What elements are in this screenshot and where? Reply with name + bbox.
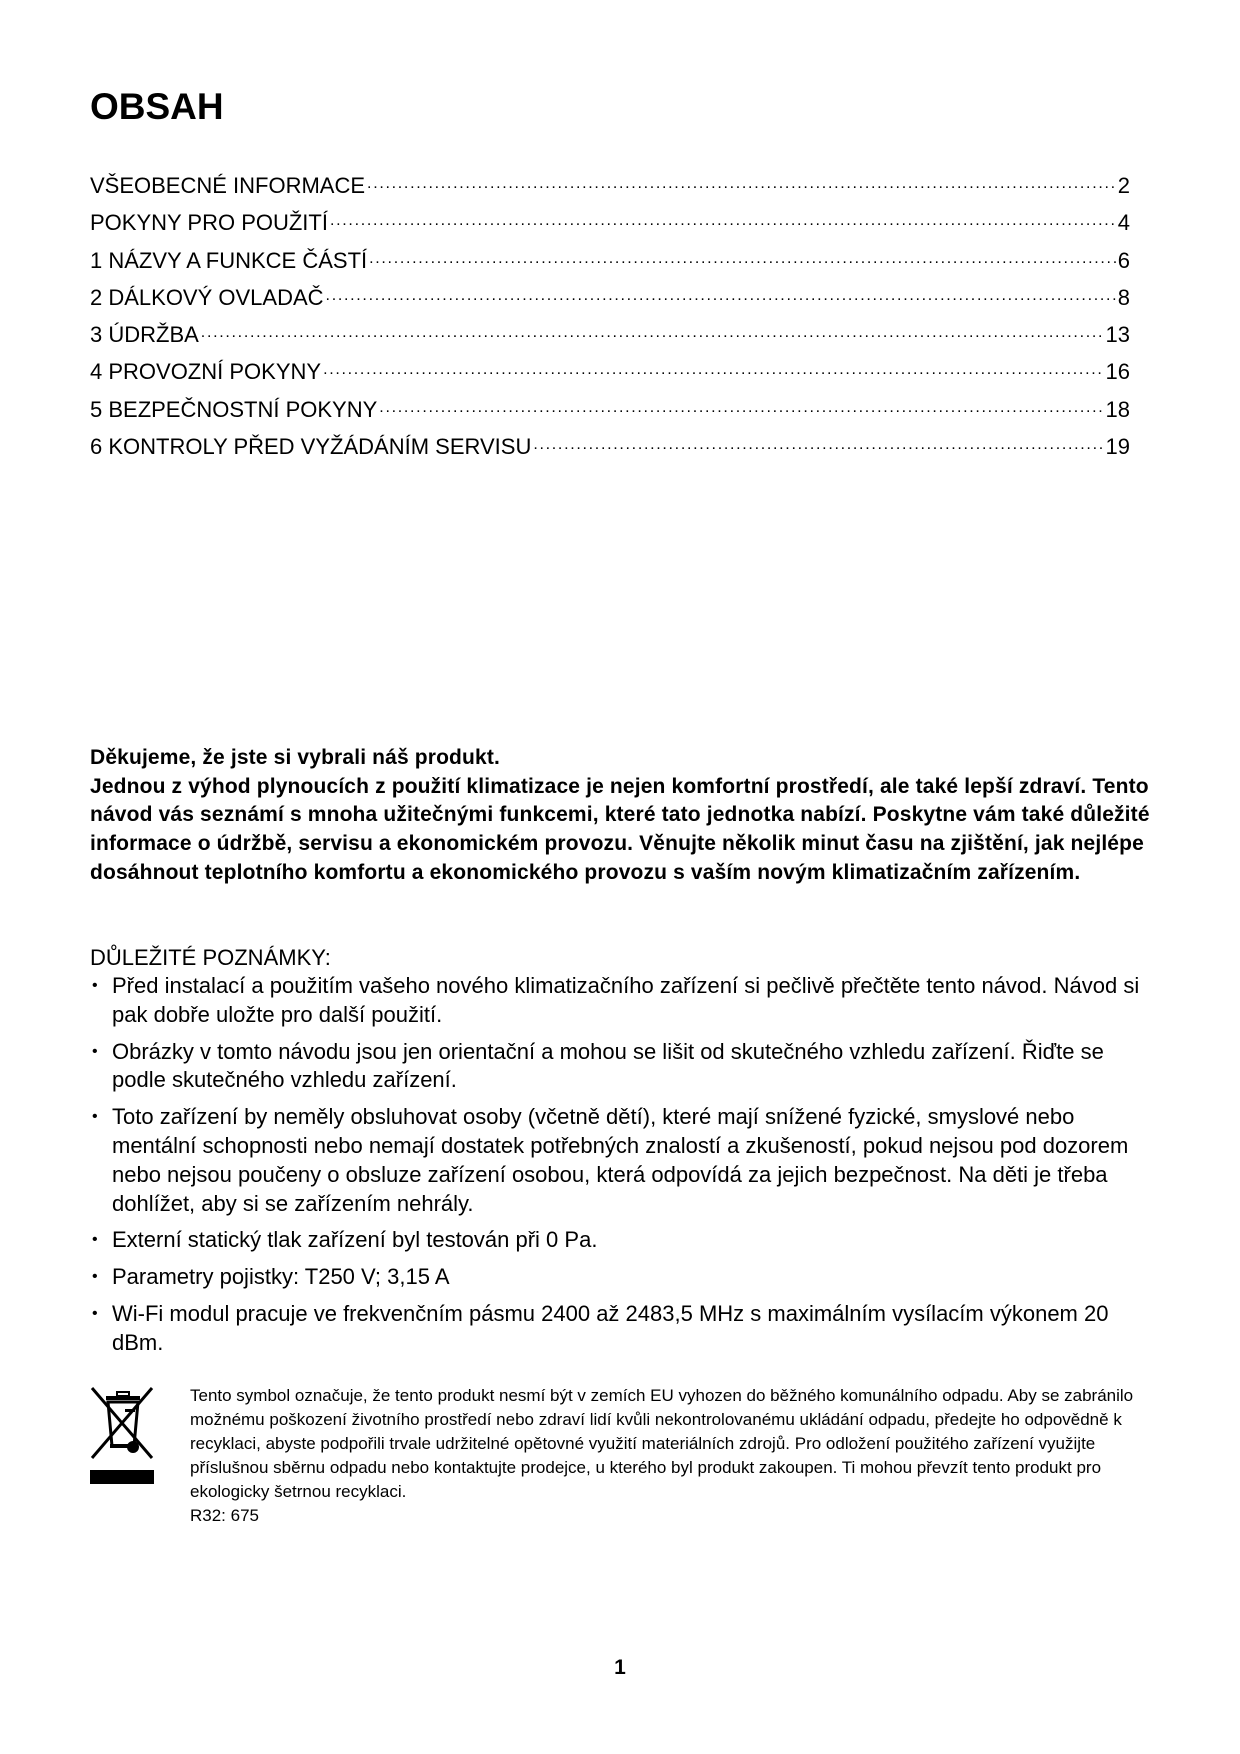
toc-entry[interactable] <box>90 316 1130 353</box>
toc-entry-page: 18 <box>1105 396 1130 422</box>
note-item <box>90 1038 1140 1096</box>
toc-entry[interactable] <box>90 353 1130 390</box>
refrigerant-gwp: R32: 675 <box>190 1506 259 1525</box>
note-item <box>90 1300 1140 1358</box>
note-item <box>90 972 1140 1030</box>
important-notes-list <box>90 972 1140 1366</box>
toc-dot-leader <box>369 246 1116 268</box>
toc-entry-page: 16 <box>1105 359 1130 385</box>
bullet-icon: • <box>92 1108 98 1126</box>
note-text: Toto zařízení by neměly obsluhovat osoby (včetně dětí), které mají snížené fyzické, smyslové nebo mentální schopnosti nebo nemají dostatek potřebných znalostí a zkušeností, pokud nejsou pod dozorem nebo nejsou poučeny o obsluze zařízení osobou, která odpovídá za jejich bezpečnost. Na děti je třeba dohlížet, aby si se zařízením nehrály. <box>112 1104 1129 1216</box>
intro-thanks: Děkujeme, že jste si vybrali náš produkt. <box>90 746 500 769</box>
toc-entry-label: POKYNY PRO POUŽITÍ <box>90 210 328 236</box>
toc-entry-page: 8 <box>1117 284 1130 310</box>
toc-entry[interactable] <box>90 391 1130 428</box>
bullet-icon: • <box>92 1268 98 1286</box>
toc-dot-leader <box>330 208 1116 230</box>
notes-heading: DŮLEŽITÉ POZNÁMKY: <box>90 945 331 970</box>
toc-entry-label: 6 KONTROLY PŘED VYŽÁDÁNÍM SERVISU <box>90 434 532 460</box>
toc-dot-leader <box>326 283 1116 305</box>
toc-dot-leader <box>201 320 1104 342</box>
toc-dot-leader <box>367 171 1116 193</box>
bullet-icon: • <box>92 1231 98 1249</box>
toc-entry[interactable] <box>90 428 1130 465</box>
toc-entry-page: 6 <box>1117 247 1130 273</box>
page-title: OBSAH <box>90 86 224 127</box>
note-text: Před instalací a použitím vašeho nového klimatizačního zařízení si pečlivě přečtěte tento návod. Návod si pak dobře uložte pro další použití. <box>112 973 1140 1027</box>
toc-entry-page: 2 <box>1117 173 1130 198</box>
toc-entry[interactable] <box>90 242 1130 279</box>
page-number: 1 <box>614 1656 626 1679</box>
note-item <box>90 1103 1140 1218</box>
intro-section <box>90 744 1150 888</box>
note-item <box>90 1263 1140 1292</box>
note-text: Externí statický tlak zařízení byl testován při 0 Pa. <box>112 1227 598 1253</box>
note-text: Obrázky v tomto návodu jsou jen orientační a mohou se lišit od skutečného vzhledu zařízení. Řiďte se podle skutečného vzhledu zařízení. <box>112 1038 1104 1093</box>
bullet-icon: • <box>92 1042 98 1060</box>
toc-entry-page: 13 <box>1105 322 1130 348</box>
toc-entry-label: VŠEOBECNÉ INFORMACE <box>90 173 366 198</box>
crossed-out-wheelie-bin-icon <box>90 1384 154 1484</box>
note-text: Wi-Fi modul pracuje ve frekvenčním pásmu 2400 až 2483,5 MHz s maximálním vysílacím výkonem 20 dBm. <box>112 1300 1109 1355</box>
toc-entry-page: 19 <box>1105 434 1130 460</box>
note-item <box>90 1226 1140 1255</box>
toc-dot-leader <box>379 395 1103 417</box>
weee-text-block <box>190 1384 1150 1528</box>
toc-entry-label: 5 BEZPEČNOSTNÍ POKYNY <box>90 396 378 422</box>
bullet-icon: • <box>92 977 98 994</box>
toc-entry-label: 4 PROVOZNÍ POKYNY <box>90 359 322 385</box>
toc-entry[interactable] <box>90 279 1130 316</box>
toc-entry-label: 3 ÚDRŽBA <box>90 322 199 348</box>
toc-entry[interactable] <box>90 167 1130 204</box>
toc-entry[interactable] <box>90 204 1130 241</box>
toc-entry-label: 1 NÁZVY A FUNKCE ČÁSTÍ <box>90 247 368 273</box>
table-of-contents <box>90 167 1130 465</box>
intro-body: Jednou z výhod plynoucích z použití klimatizace je nejen komfortní prostředí, ale také lepší zdraví. Tento návod vás seznámí s mnoha užitečnými funkcemi, které tato jednotka nabízí. Poskytne vám také důležité informace o údržbě, servisu a ekonomickém provozu. Věnujte několik minut času na zjištění, jak nejlépe dosáhnout teplotního komfortu a ekonomického provozu s vaším novým klimatizačním zařízením. <box>90 774 1150 884</box>
weee-description: Tento symbol označuje, že tento produkt nesmí být v zemích EU vyhozen do běžného komunálního odpadu. Aby se zabránilo možnému poškození životního prostředí nebo zdraví lidí kvůli nekontrolovanému ukládání odpadu, předejte ho odpovědně k recyklaci, abyste podpořili trvale udržitelné opětovné využití materiálních zdrojů. Pro odložení použitého zařízení využijte příslušnou sběrnu odpadu nebo kontaktujte prodejce, u kterého byl produkt zakoupen. Ti mohou převzít tento produkt pro ekologicky šetrnou recyklaci. <box>190 1386 1134 1501</box>
toc-entry-label: 2 DÁLKOVÝ OVLADAČ <box>90 284 324 310</box>
bullet-icon: • <box>92 1304 98 1322</box>
toc-dot-leader <box>323 357 1103 379</box>
toc-dot-leader <box>533 432 1103 454</box>
note-text: Parametry pojistky: T250 V; 3,15 A <box>112 1264 450 1290</box>
toc-entry-page: 4 <box>1117 210 1130 236</box>
